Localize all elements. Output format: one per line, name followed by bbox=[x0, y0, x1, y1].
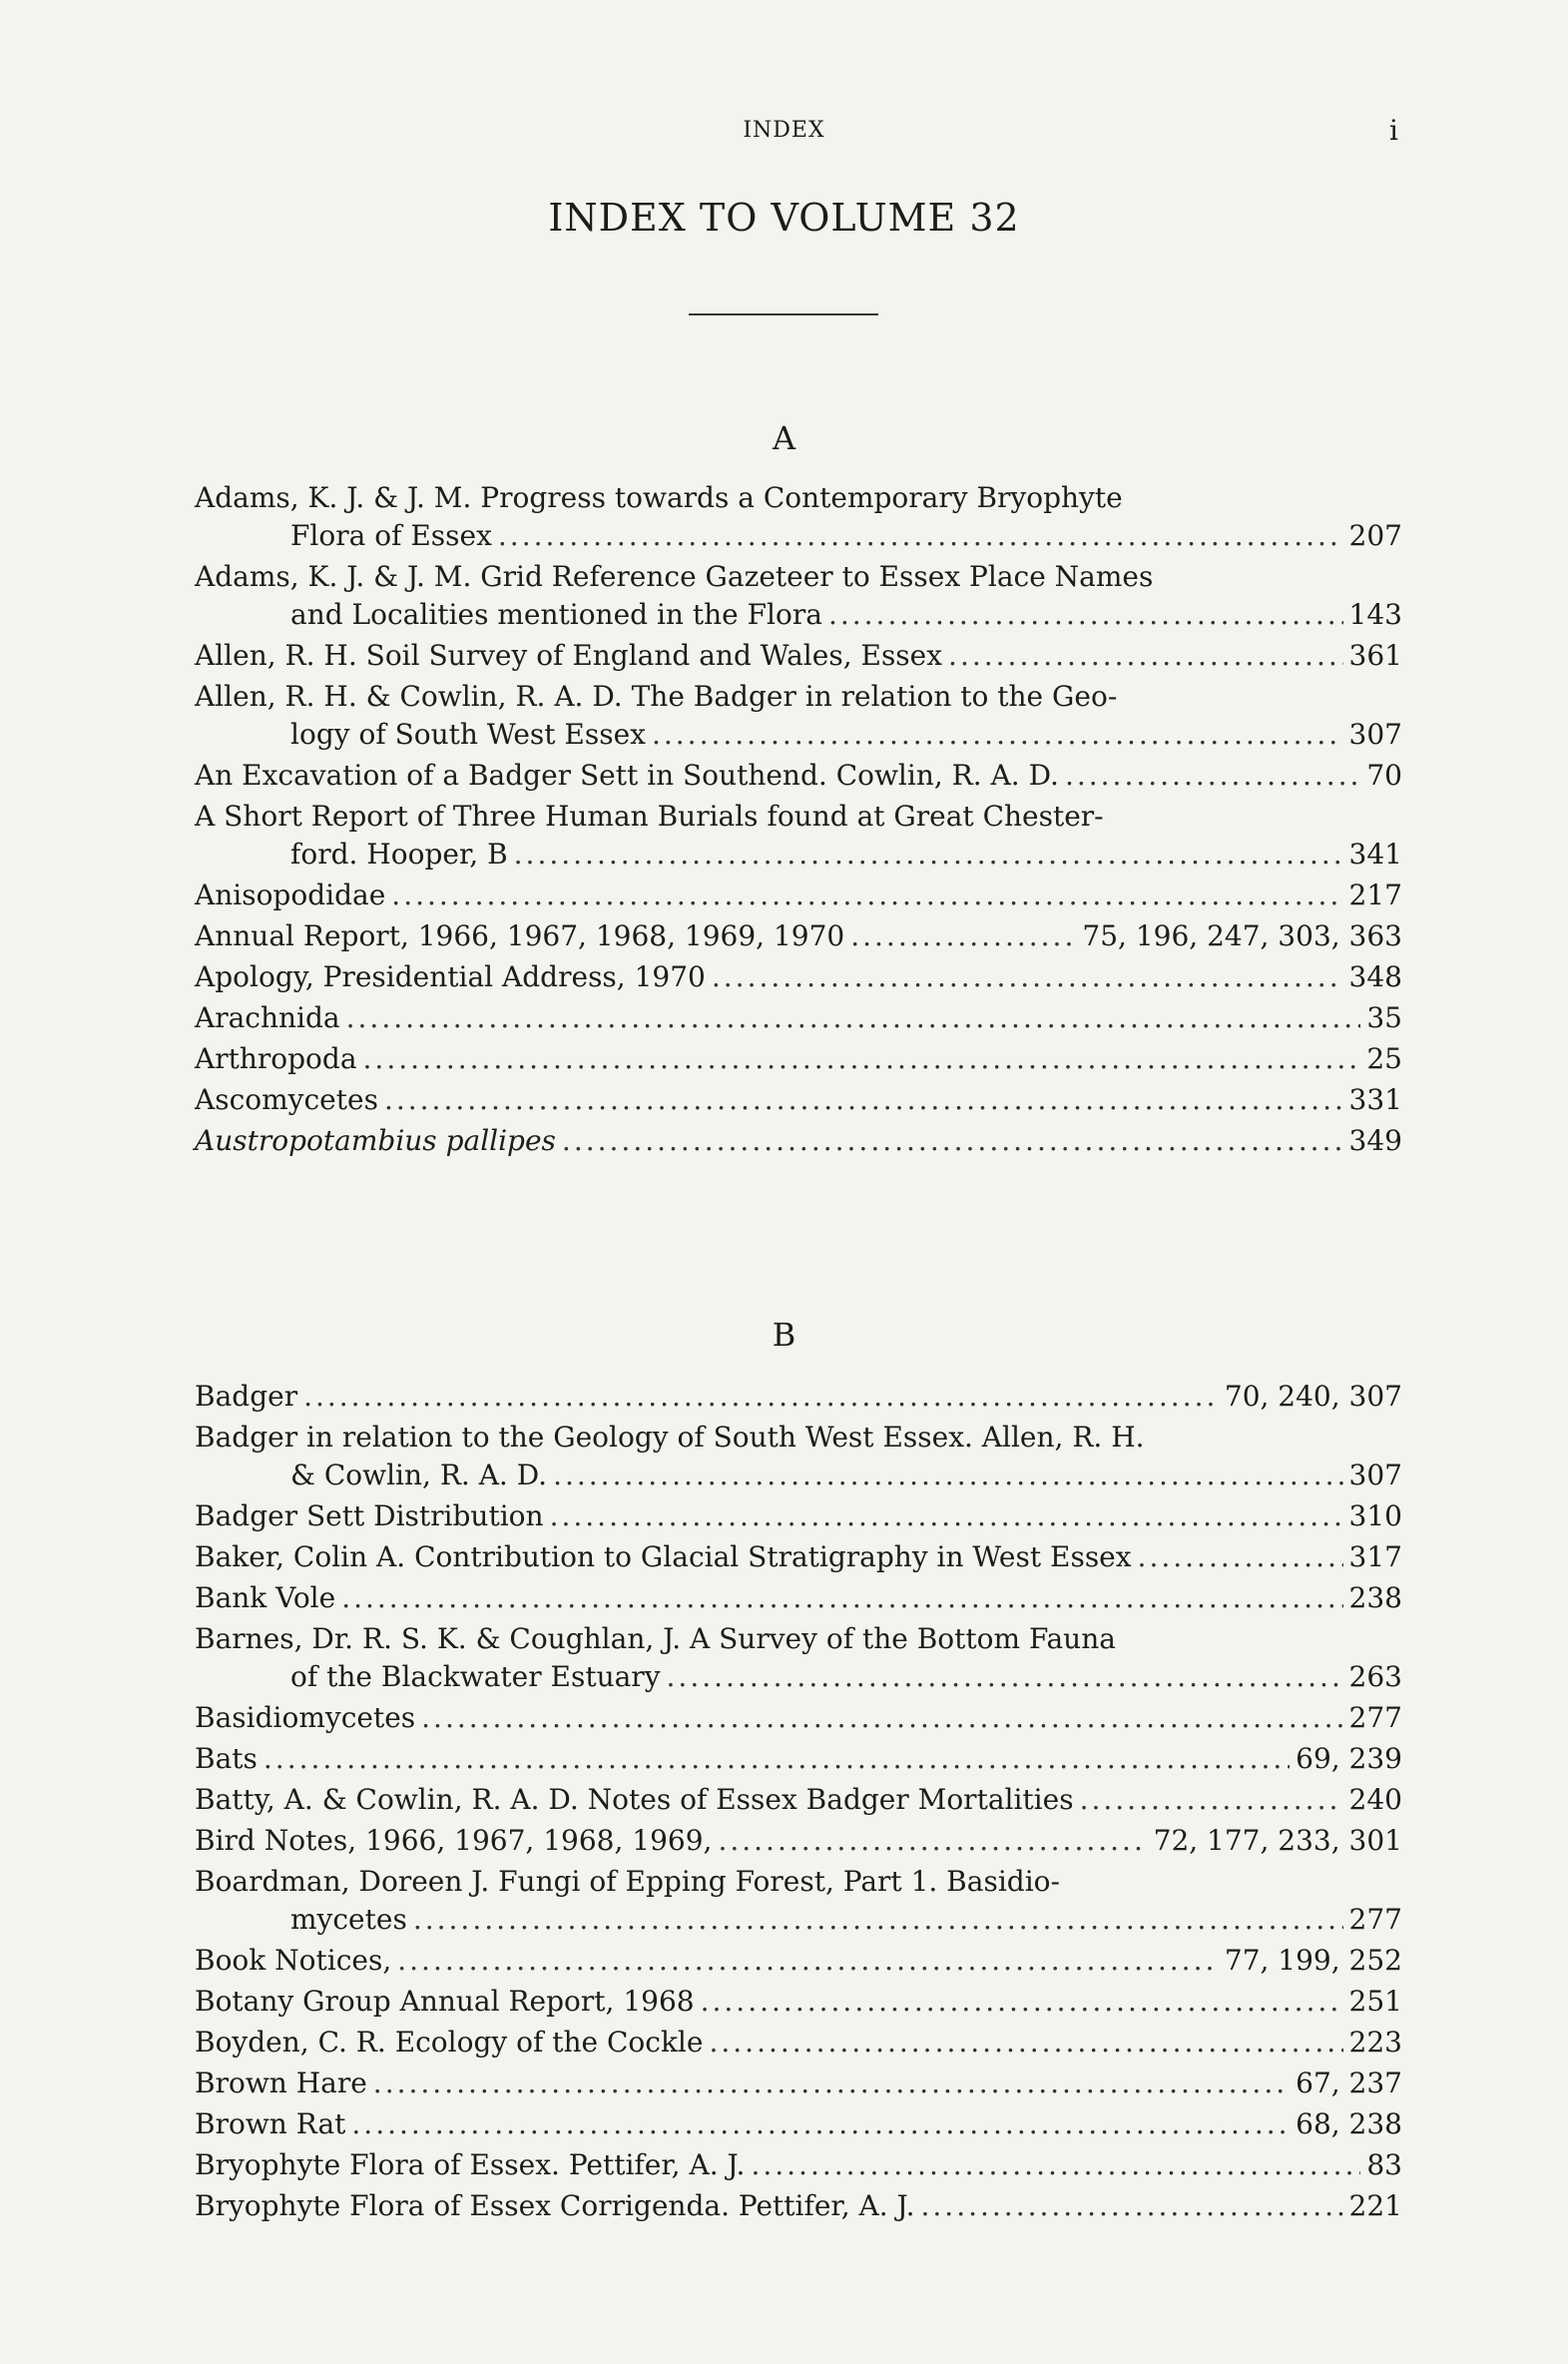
dot-leader bbox=[709, 2024, 1342, 2062]
page-reference: 69, 239 bbox=[1296, 1742, 1402, 1775]
index-entry-line bbox=[195, 1740, 1402, 1778]
page-reference: 341 bbox=[1348, 838, 1402, 871]
dot-leader bbox=[346, 999, 1361, 1037]
index-entry-line bbox=[195, 558, 1402, 596]
page-reference: 277 bbox=[1348, 1903, 1402, 1936]
page-reference: 317 bbox=[1348, 1540, 1402, 1573]
index-entry bbox=[195, 1781, 1402, 1819]
page-reference: 307 bbox=[1348, 1459, 1402, 1491]
index-entry bbox=[195, 1040, 1402, 1078]
entry-text: Bryophyte Flora of Essex Corrigenda. Pettifer, A. J. bbox=[195, 2189, 915, 2222]
index-entry-continuation bbox=[195, 716, 1402, 754]
index-entry bbox=[195, 1863, 1402, 1939]
index-entry-line bbox=[195, 999, 1402, 1037]
entry-text: Anisopodidae bbox=[195, 879, 386, 911]
page-title: INDEX TO VOLUME 32 bbox=[548, 196, 1020, 240]
dot-leader bbox=[351, 2105, 1290, 2143]
index-section-b bbox=[195, 1378, 1402, 2228]
dot-leader bbox=[363, 1040, 1361, 1078]
dot-leader bbox=[550, 1497, 1343, 1535]
index-entry bbox=[195, 877, 1402, 914]
page-reference: 223 bbox=[1348, 2026, 1402, 2059]
entry-text: A Short Report of Three Human Burials found at Great Chester- bbox=[195, 800, 1104, 833]
entry-text: mycetes bbox=[290, 1903, 407, 1936]
entry-text: Batty, A. & Cowlin, R. A. D. Notes of Essex Badger Mortalities bbox=[195, 1783, 1074, 1816]
index-entry bbox=[195, 2024, 1402, 2062]
index-entry-line bbox=[195, 2105, 1402, 2143]
entry-text: Badger in relation to the Geology of South West Essex. Allen, R. H. bbox=[195, 1421, 1145, 1454]
entry-text: Annual Report, 1966, 1967, 1968, 1969, 1970 bbox=[195, 919, 845, 952]
page-reference: 70 bbox=[1366, 759, 1402, 792]
entry-text: Bats bbox=[195, 1742, 258, 1775]
index-entry bbox=[195, 1740, 1402, 1778]
page-reference: 307 bbox=[1348, 718, 1402, 751]
dot-leader bbox=[1080, 1781, 1343, 1819]
page-reference: 83 bbox=[1366, 2148, 1402, 2181]
index-entry bbox=[195, 798, 1402, 874]
page-reference: 75, 196, 247, 303, 363 bbox=[1082, 919, 1402, 952]
index-entry-line bbox=[195, 1122, 1402, 1160]
dot-leader bbox=[828, 596, 1343, 634]
dot-leader bbox=[850, 917, 1076, 955]
index-entry-line bbox=[195, 757, 1402, 795]
entry-text: Brown Rat bbox=[195, 2107, 346, 2140]
page-reference: 349 bbox=[1348, 1124, 1402, 1157]
dot-leader bbox=[1065, 757, 1360, 795]
entry-text: Botany Group Annual Report, 1968 bbox=[195, 1985, 695, 2018]
dot-leader bbox=[413, 1901, 1343, 1939]
index-entry bbox=[195, 1378, 1402, 1416]
page-reference: 67, 237 bbox=[1296, 2067, 1402, 2099]
index-entry-line bbox=[195, 877, 1402, 914]
entry-text: Bryophyte Flora of Essex. Pettifer, A. J. bbox=[195, 2148, 746, 2181]
index-entry bbox=[195, 637, 1402, 675]
entry-text: Austropotambius pallipes bbox=[195, 1124, 556, 1157]
index-entry-line bbox=[195, 917, 1402, 955]
index-entry-continuation bbox=[195, 517, 1402, 555]
index-entry-line bbox=[195, 678, 1402, 716]
index-entry-continuation bbox=[195, 836, 1402, 874]
index-entry-line bbox=[195, 1983, 1402, 2021]
dot-leader bbox=[562, 1122, 1343, 1160]
index-entry bbox=[195, 1579, 1402, 1617]
index-entry bbox=[195, 1822, 1402, 1860]
dot-leader bbox=[921, 2187, 1343, 2225]
page-reference: 221 bbox=[1348, 2189, 1402, 2222]
entry-text: Flora of Essex bbox=[290, 519, 492, 552]
index-entry-line bbox=[195, 1378, 1402, 1416]
index-entry bbox=[195, 678, 1402, 754]
entry-text: Book Notices, bbox=[195, 1944, 392, 1977]
dot-leader bbox=[384, 1081, 1343, 1119]
page-reference: 277 bbox=[1348, 1701, 1402, 1734]
index-entry-line bbox=[195, 1579, 1402, 1617]
entry-text: ford. Hooper, B bbox=[290, 838, 508, 871]
index-entry-line bbox=[195, 637, 1402, 675]
index-entry-line bbox=[195, 1620, 1402, 1658]
dot-leader bbox=[667, 1658, 1343, 1696]
dot-leader bbox=[751, 2146, 1360, 2184]
index-entry-line bbox=[195, 1040, 1402, 1078]
dot-leader bbox=[341, 1579, 1342, 1617]
index-entry bbox=[195, 757, 1402, 795]
entry-text: & Cowlin, R. A. D. bbox=[290, 1459, 548, 1491]
entry-text: Allen, R. H. Soil Survey of England and Wales, Essex bbox=[195, 639, 943, 672]
index-entry bbox=[195, 1497, 1402, 1535]
index-entry bbox=[195, 479, 1402, 555]
dot-leader bbox=[948, 637, 1343, 675]
entry-text: Apology, Presidential Address, 1970 bbox=[195, 960, 706, 993]
index-entry-line bbox=[195, 1942, 1402, 1980]
index-entry bbox=[195, 1122, 1402, 1160]
entry-text: An Excavation of a Badger Sett in Southend. Cowlin, R. A. D. bbox=[195, 759, 1059, 792]
entry-text: Bird Notes, 1966, 1967, 1968, 1969, bbox=[195, 1824, 713, 1857]
entry-text: Boyden, C. R. Ecology of the Cockle bbox=[195, 2026, 704, 2059]
page-reference: 143 bbox=[1348, 598, 1402, 631]
entry-text: Ascomycetes bbox=[195, 1083, 378, 1116]
section-letter-b: B bbox=[772, 1316, 796, 1354]
dot-leader bbox=[718, 1822, 1147, 1860]
index-entry-line bbox=[195, 1081, 1402, 1119]
entry-text: Baker, Colin A. Contribution to Glacial Stratigraphy in West Essex bbox=[195, 1540, 1132, 1573]
page-reference: 25 bbox=[1366, 1042, 1402, 1075]
entry-text: Allen, R. H. & Cowlin, R. A. D. The Badger in relation to the Geo- bbox=[195, 680, 1118, 713]
page-reference: 72, 177, 233, 301 bbox=[1153, 1824, 1402, 1857]
entry-text: Bank Vole bbox=[195, 1581, 336, 1614]
index-entry-line bbox=[195, 1781, 1402, 1819]
index-entry bbox=[195, 2105, 1402, 2143]
entry-text: and Localities mentioned in the Flora bbox=[290, 598, 822, 631]
index-entry bbox=[195, 1942, 1402, 1980]
index-entry-continuation bbox=[195, 1901, 1402, 1939]
index-entry bbox=[195, 2065, 1402, 2102]
section-letter-a: A bbox=[772, 419, 796, 457]
index-entry-line bbox=[195, 2187, 1402, 2225]
index-entry bbox=[195, 1699, 1402, 1737]
running-head: INDEX bbox=[743, 118, 825, 143]
dot-leader bbox=[712, 958, 1343, 996]
dot-leader bbox=[263, 1740, 1290, 1778]
entry-text: Badger Sett Distribution bbox=[195, 1499, 544, 1532]
page-reference: 251 bbox=[1348, 1985, 1402, 2018]
index-entry-line bbox=[195, 2024, 1402, 2062]
index-entry-line bbox=[195, 1822, 1402, 1860]
title-rule-divider bbox=[689, 313, 878, 315]
dot-leader bbox=[373, 2065, 1290, 2102]
page-reference: 263 bbox=[1348, 1660, 1402, 1693]
index-entry bbox=[195, 1538, 1402, 1576]
dot-leader bbox=[553, 1457, 1342, 1494]
entry-text: Brown Hare bbox=[195, 2067, 367, 2099]
dot-leader bbox=[701, 1983, 1343, 2021]
dot-leader bbox=[303, 1378, 1219, 1416]
dot-leader bbox=[421, 1699, 1342, 1737]
page-reference: 361 bbox=[1348, 639, 1402, 672]
entry-text: Basidiomycetes bbox=[195, 1701, 416, 1734]
index-entry-line bbox=[195, 2146, 1402, 2184]
index-entry-continuation bbox=[195, 1658, 1402, 1696]
index-entry-line bbox=[195, 1419, 1402, 1457]
index-entry-continuation bbox=[195, 1457, 1402, 1494]
dot-leader bbox=[498, 517, 1343, 555]
entry-text: Boardman, Doreen J. Fungi of Epping Forest, Part 1. Basidio- bbox=[195, 1865, 1060, 1898]
page-reference: 331 bbox=[1348, 1083, 1402, 1116]
dot-leader bbox=[391, 877, 1342, 914]
entry-text: Barnes, Dr. R. S. K. & Coughlan, J. A Survey of the Bottom Fauna bbox=[195, 1622, 1116, 1655]
index-entry bbox=[195, 917, 1402, 955]
entry-text: logy of South West Essex bbox=[290, 718, 646, 751]
page-reference: 240 bbox=[1348, 1783, 1402, 1816]
entry-text: Arachnida bbox=[195, 1001, 340, 1034]
entry-text: of the Blackwater Estuary bbox=[290, 1660, 661, 1693]
index-entry-line bbox=[195, 798, 1402, 836]
dot-leader bbox=[652, 716, 1343, 754]
page-reference: 77, 199, 252 bbox=[1224, 1944, 1402, 1977]
entry-text: Badger bbox=[195, 1380, 298, 1413]
entry-text: Arthropoda bbox=[195, 1042, 357, 1075]
page-reference: 217 bbox=[1348, 879, 1402, 911]
index-entry bbox=[195, 2146, 1402, 2184]
entry-text: Adams, K. J. & J. M. Grid Reference Gazeteer to Essex Place Names bbox=[195, 560, 1154, 593]
index-entry bbox=[195, 999, 1402, 1037]
index-entry bbox=[195, 1983, 1402, 2021]
index-entry-line bbox=[195, 1699, 1402, 1737]
page-reference: 70, 240, 307 bbox=[1224, 1380, 1402, 1413]
entry-text: Adams, K. J. & J. M. Progress towards a Contemporary Bryophyte bbox=[195, 481, 1123, 514]
index-entry bbox=[195, 2187, 1402, 2225]
page-reference: 207 bbox=[1348, 519, 1402, 552]
dot-leader bbox=[1138, 1538, 1343, 1576]
index-entry-line bbox=[195, 1497, 1402, 1535]
index-entry bbox=[195, 1620, 1402, 1696]
page-reference: 238 bbox=[1348, 1581, 1402, 1614]
index-entry bbox=[195, 558, 1402, 634]
page-number: i bbox=[1389, 114, 1398, 147]
index-entry-line bbox=[195, 1863, 1402, 1901]
index-entry-line bbox=[195, 2065, 1402, 2102]
index-entry bbox=[195, 1419, 1402, 1494]
index-entry-continuation bbox=[195, 596, 1402, 634]
index-section-a bbox=[195, 479, 1402, 1163]
page-reference: 35 bbox=[1366, 1001, 1402, 1034]
page-reference: 310 bbox=[1348, 1499, 1402, 1532]
page-reference: 68, 238 bbox=[1296, 2107, 1402, 2140]
dot-leader bbox=[514, 836, 1343, 874]
index-entry bbox=[195, 1081, 1402, 1119]
index-entry bbox=[195, 958, 1402, 996]
index-entry-line bbox=[195, 479, 1402, 517]
page-reference: 348 bbox=[1348, 960, 1402, 993]
dot-leader bbox=[397, 1942, 1219, 1980]
index-entry-line bbox=[195, 1538, 1402, 1576]
index-entry-line bbox=[195, 958, 1402, 996]
